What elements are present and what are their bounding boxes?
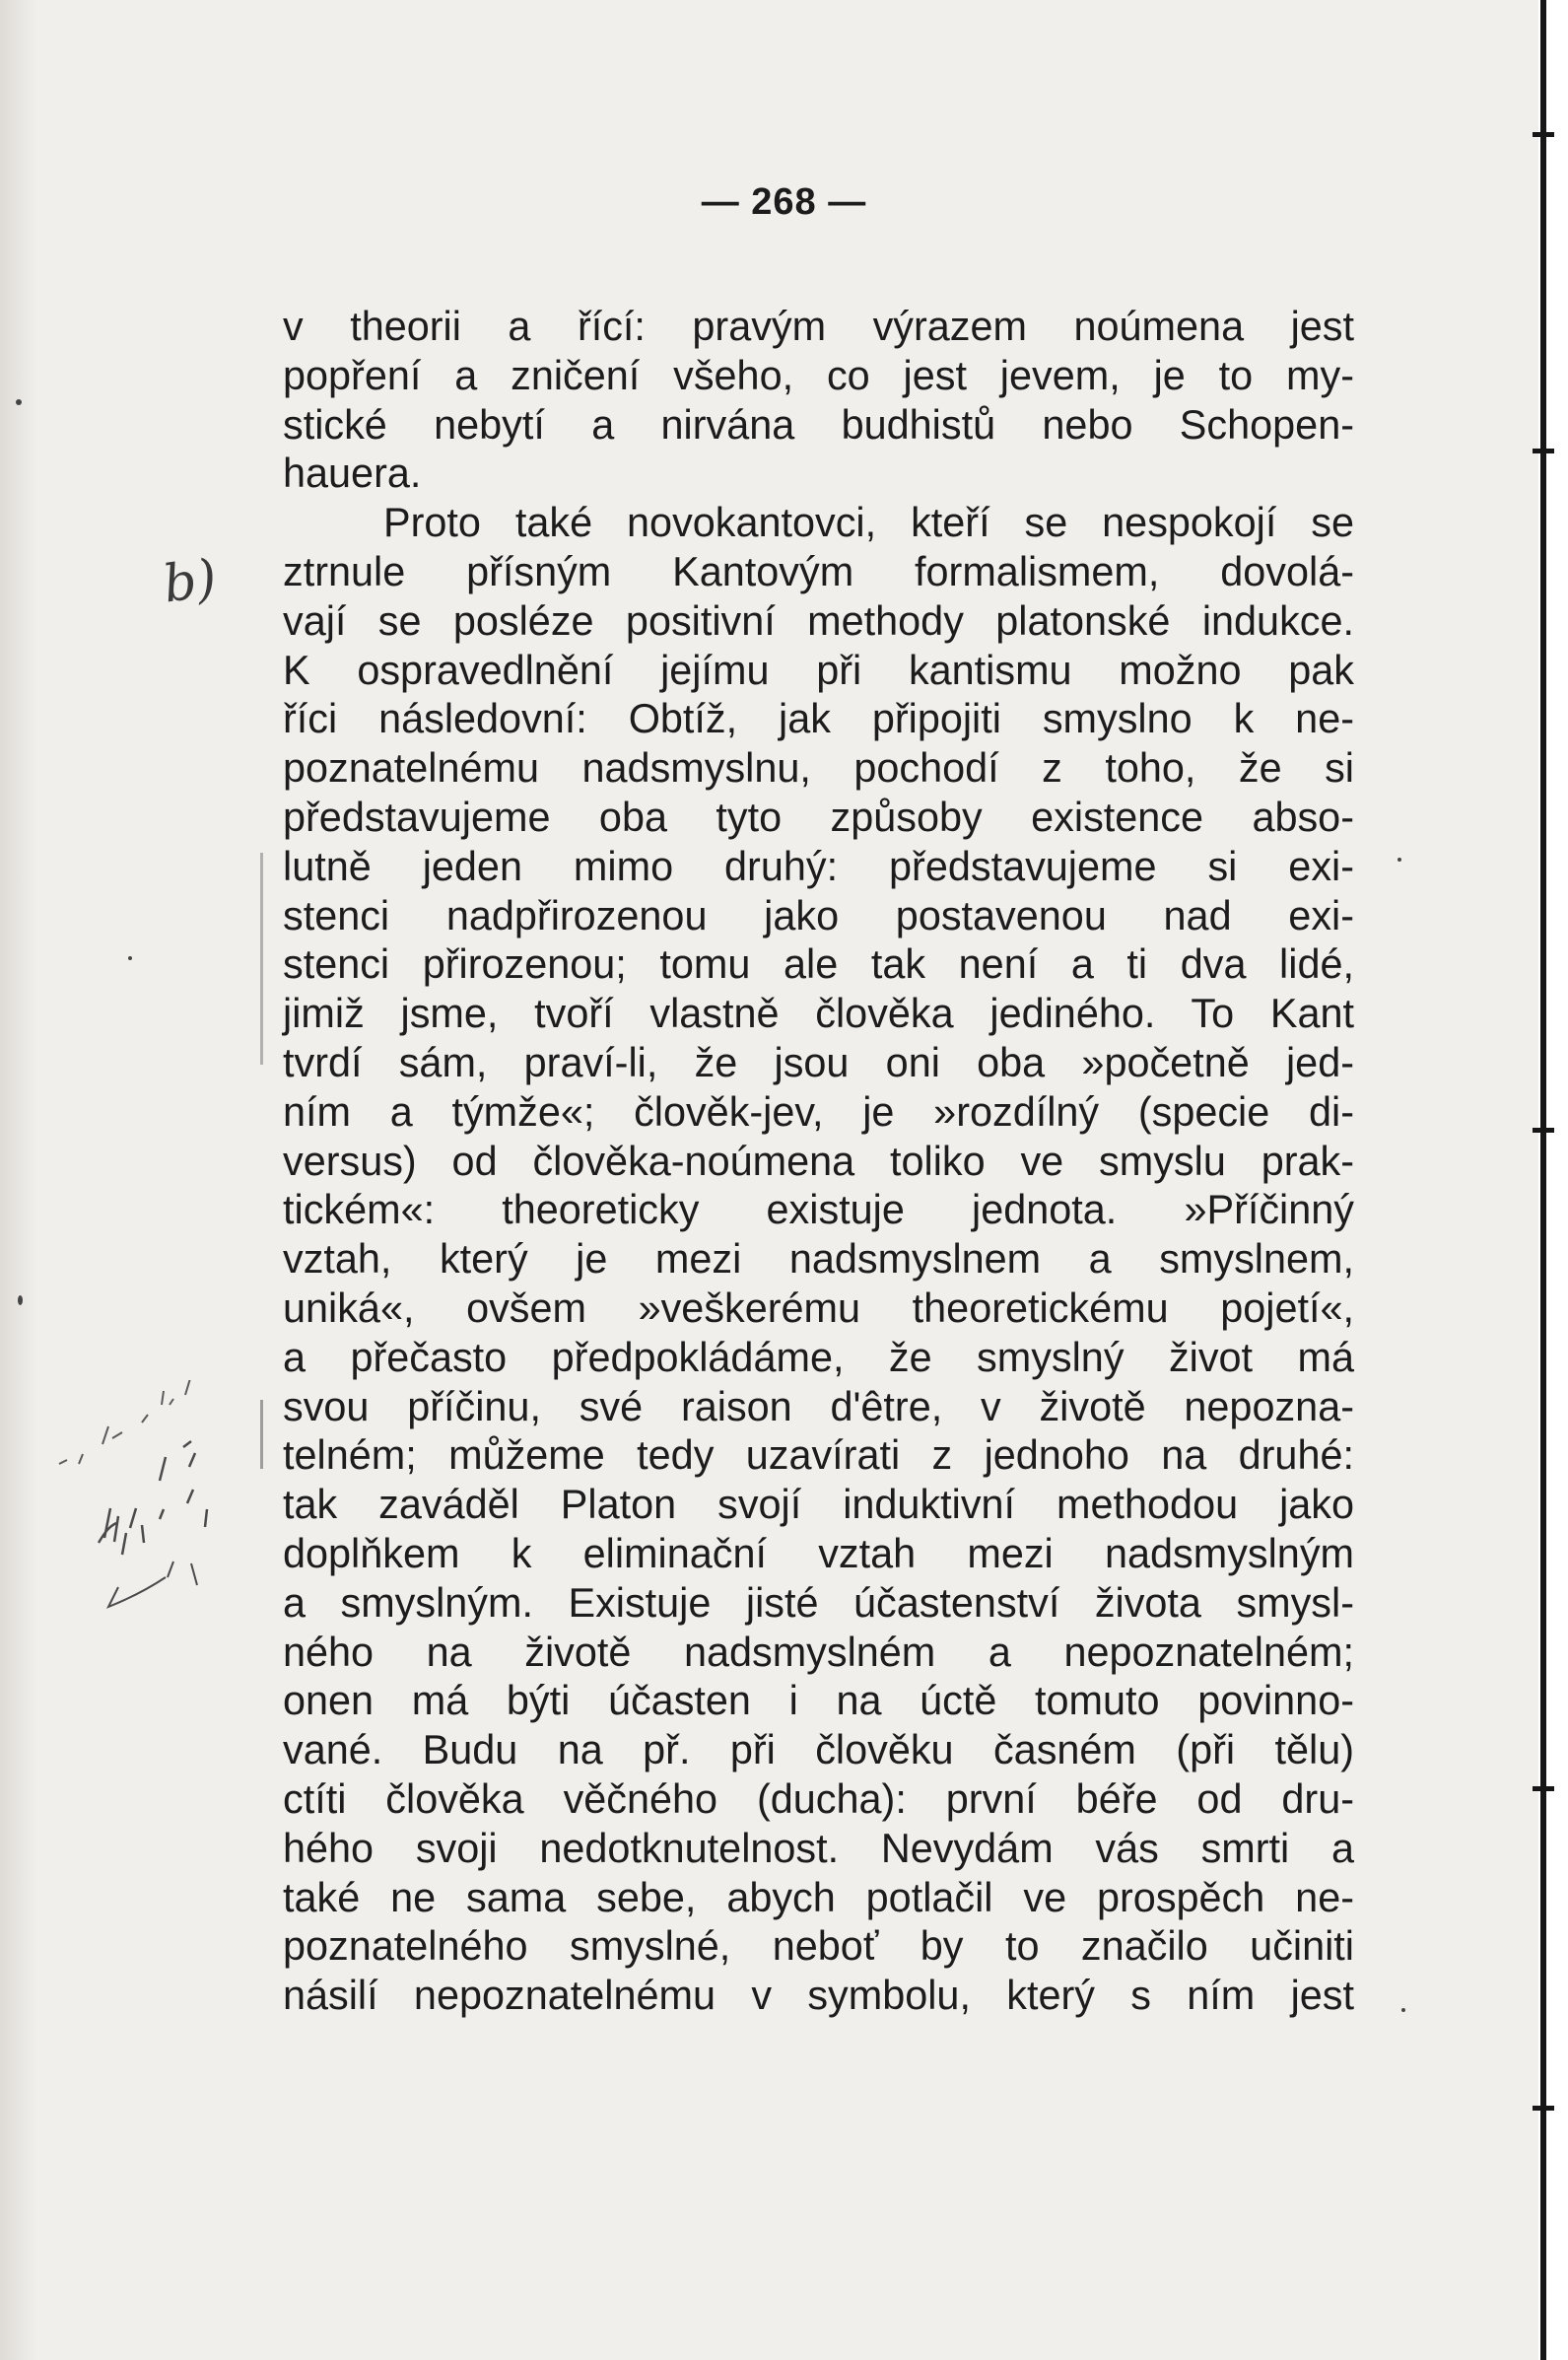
- page-gutter-shadow: [0, 0, 37, 2360]
- text-line: stenci nadpřirozenou jako postavenou nad exi-: [283, 892, 1354, 938]
- binding-edge-tick: [1533, 132, 1554, 137]
- margin-pencil-line: [260, 853, 263, 1065]
- page-right-border: [1538, 0, 1568, 2360]
- body-text: [283, 303, 1354, 2021]
- handwritten-margin-note-b: b): [160, 548, 221, 615]
- text-line: hauera.: [283, 451, 422, 497]
- text-line: svou příčinu, své raison d'être, v životě nepozna-: [283, 1383, 1354, 1429]
- text-line: poznatelného smyslné, neboť by to značilo učiniti: [283, 1923, 1354, 1970]
- page-speck: [1401, 2008, 1405, 2012]
- handwritten-pencil-scribbles: [39, 1380, 266, 1636]
- text-line: stické nebytí a nirvána budhistů nebo Schopen-: [283, 401, 1354, 448]
- text-line: vztah, který je mezi nadsmyslnem a smyslnem,: [283, 1236, 1354, 1283]
- text-line: ním a týmže«; člověk-jev, je »rozdílný (specie di-: [283, 1088, 1354, 1135]
- text-line: ného na životě nadsmyslném a nepoznatelném;: [283, 1629, 1354, 1675]
- text-line: lutně jeden mimo druhý: představujeme si exi-: [283, 843, 1354, 889]
- text-line: říci následovní: Obtíž, jak připojiti smyslno k ne-: [283, 696, 1354, 742]
- text-line: versus) od člověka-noúmena toliko ve smyslu prak-: [283, 1138, 1354, 1184]
- text-line: a smyslným. Existuje jisté účastenství života smysl-: [283, 1579, 1354, 1626]
- text-line: popření a zničení všeho, co jest jevem, je to my-: [283, 352, 1354, 398]
- text-line: doplňkem k eliminační vztah mezi nadsmyslným: [283, 1530, 1354, 1576]
- text-line: vají se posléze positivní methody platonské indukce.: [283, 597, 1354, 644]
- page-speck: [18, 1295, 23, 1305]
- page-number: — 268 —: [701, 181, 867, 223]
- text-line: telném; můžeme tedy uzavírati z jednoho na druhé:: [283, 1432, 1354, 1479]
- text-line: vané. Budu na př. při člověku časném (při tělu): [283, 1727, 1354, 1773]
- text-line: násilí nepoznatelnému v symbolu, který s ním jest: [283, 1973, 1354, 2019]
- text-line: Proto také novokantovci, kteří se nespokojí se: [383, 500, 1354, 546]
- page-speck: [128, 956, 132, 960]
- binding-edge-tick: [1533, 2106, 1554, 2111]
- text-line: poznatelnému nadsmyslnu, pochodí z toho, že si: [283, 745, 1354, 792]
- text-line: tvrdí sám, praví-li, že jsou oni oba »početně jed-: [283, 1039, 1354, 1085]
- text-line: v theorii a řící: pravým výrazem noúmena jest: [283, 304, 1354, 349]
- text-line: tickém«: theoreticky existuje jednota. »Příčinný: [283, 1187, 1354, 1233]
- text-line: představujeme oba tyto způsoby existence abso-: [283, 794, 1354, 840]
- margin-pencil-line: [260, 1400, 263, 1469]
- text-line: stenci přirozenou; tomu ale tak není a ti dva lidé,: [283, 941, 1354, 988]
- text-line: a přečasto předpokládáme, že smyslný život má: [283, 1334, 1354, 1380]
- text-line: jimiž jsme, tvoří vlastně člověka jediného. To Kant: [283, 991, 1354, 1037]
- text-line: uniká«, ovšem »veškerému theoretickému pojetí«,: [283, 1284, 1354, 1331]
- text-line: tak zaváděl Platon svojí induktivní methodou jako: [283, 1482, 1354, 1528]
- text-line: hého svoji nedotknutelnost. Nevydám vás smrti a: [283, 1825, 1354, 1871]
- text-line: ztrnule přísným Kantovým formalismem, dovolá-: [283, 548, 1354, 594]
- text-line: K ospravedlnění jejímu při kantismu možno pak: [283, 647, 1354, 693]
- page-speck: [1398, 858, 1401, 862]
- text-line: také ne sama sebe, abych potlačil ve prospěch ne-: [283, 1874, 1354, 1920]
- page-speck: [16, 399, 22, 405]
- binding-edge-tick: [1533, 1128, 1554, 1133]
- text-line: ctíti člověka věčného (ducha): první béře od dru-: [283, 1775, 1354, 1822]
- text-line: onen má býti účasten i na úctě tomuto povinno-: [283, 1678, 1354, 1724]
- binding-edge-tick: [1533, 1786, 1554, 1791]
- binding-edge-line: [1540, 0, 1546, 2360]
- binding-edge-tick: [1533, 449, 1554, 453]
